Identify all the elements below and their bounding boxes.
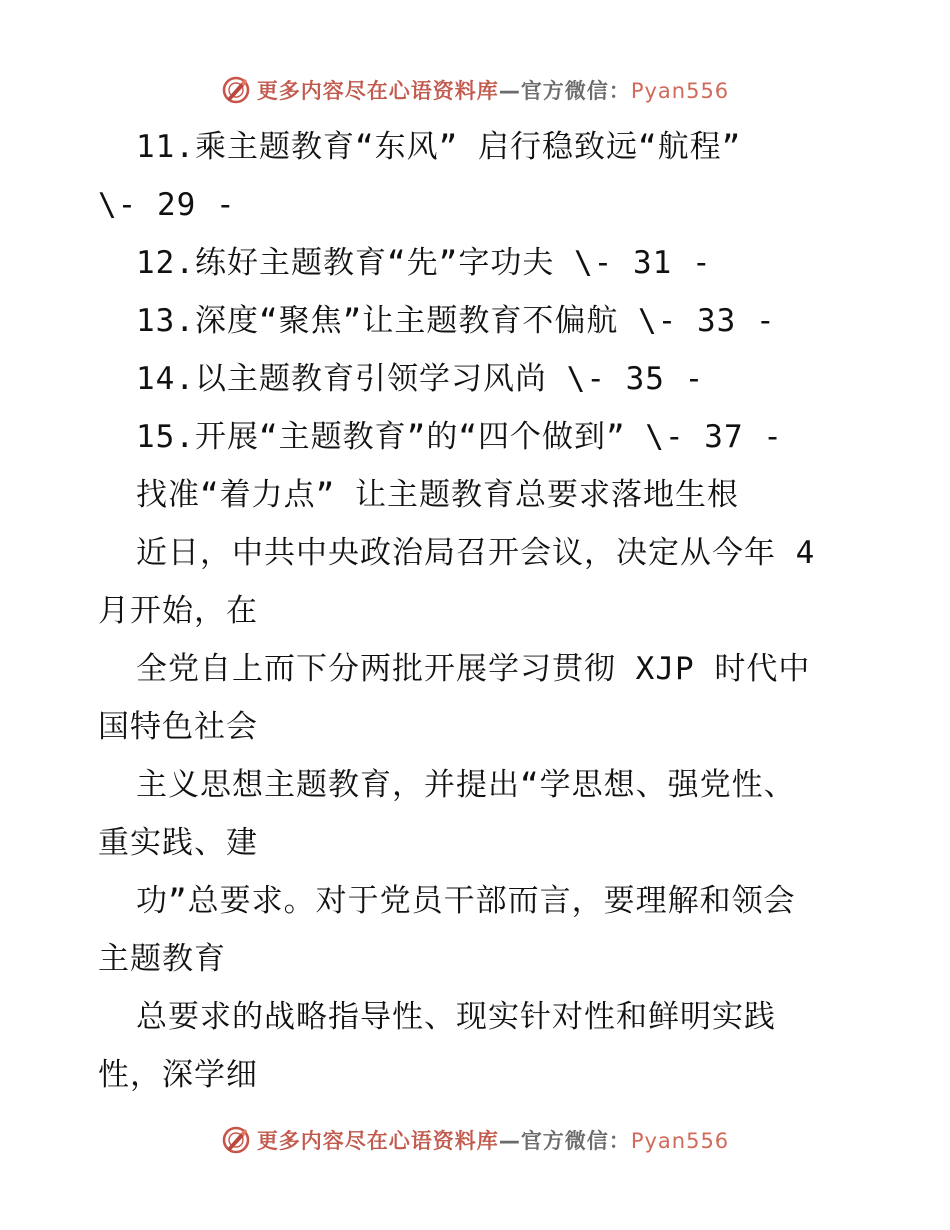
- pen-logo-icon: [221, 75, 251, 105]
- paragraph-line: 月开始，在: [98, 593, 258, 629]
- paragraph-line: 重实践、建: [98, 825, 258, 861]
- paragraph-line: 全党自上而下分两批开展学习贯彻 XJP 时代中: [136, 651, 811, 687]
- watermark-banner-top: [0, 70, 950, 110]
- paragraph-line: 主义思想主题教育，并提出“学思想、强党性、: [136, 767, 796, 803]
- watermark-site-name: 更多内容尽在心语资料库: [256, 79, 499, 103]
- paragraph-line: 总要求的战略指导性、现实针对性和鲜明实践: [136, 999, 776, 1035]
- paragraph-line: 近日，中共中央政治局召开会议，决定从今年 4: [136, 535, 816, 571]
- document-body: [98, 118, 858, 1104]
- watermark-wechat-label: —官方微信：: [498, 79, 631, 103]
- paragraph-line: 国特色社会: [98, 709, 258, 745]
- pen-logo-icon: [221, 1125, 251, 1155]
- watermark-wechat-id: Pyan556: [630, 79, 730, 103]
- watermark-wechat-id: Pyan556: [630, 1129, 730, 1153]
- watermark-wechat-label: —官方微信：: [498, 1129, 631, 1153]
- paragraph-line: 主题教育: [98, 941, 226, 977]
- watermark-text: [257, 1125, 729, 1155]
- toc-item-14: 14.以主题教育引领学习风尚 \- 35 -: [136, 361, 705, 397]
- toc-item-11: 11.乘主题教育“东风” 启行稳致远“航程”: [136, 129, 742, 165]
- watermark-text: [257, 75, 729, 105]
- paragraph-line: 性，深学细: [98, 1057, 258, 1093]
- watermark-site-name: 更多内容尽在心语资料库: [256, 1129, 499, 1153]
- toc-item-15: 15.开展“主题教育”的“四个做到” \- 37 -: [136, 419, 783, 455]
- paragraph-line: 功”总要求。对于党员干部而言，要理解和领会: [136, 883, 796, 919]
- toc-item-12: 12.练好主题教育“先”字功夫 \- 31 -: [136, 245, 712, 281]
- article-title: 找准“着力点” 让主题教育总要求落地生根: [136, 477, 739, 513]
- toc-item-13: 13.深度“聚焦”让主题教育不偏航 \- 33 -: [136, 303, 776, 339]
- toc-item-11-page: \- 29 -: [98, 187, 236, 223]
- watermark-banner-bottom: [0, 1120, 950, 1160]
